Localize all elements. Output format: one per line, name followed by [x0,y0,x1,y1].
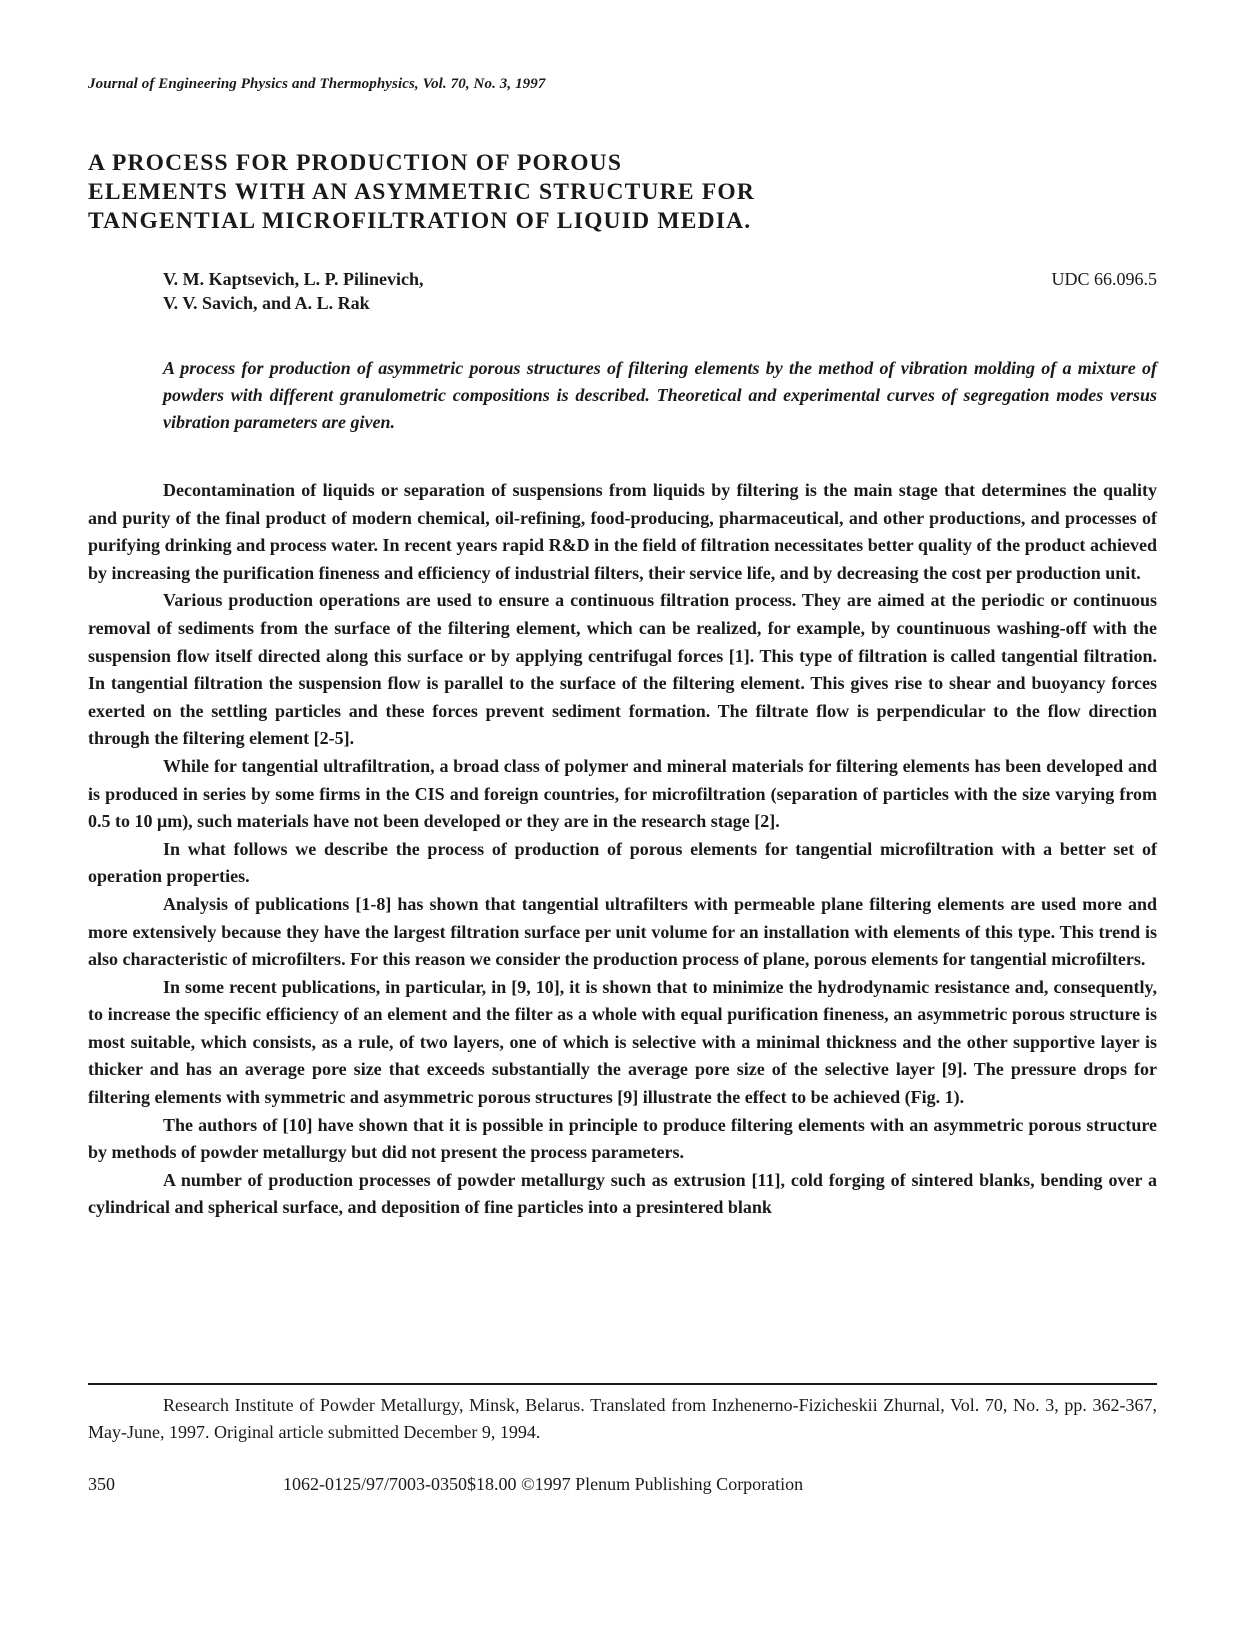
body-paragraph: Decontamination of liquids or separation of suspensions from liquids by filtering is the main stage that determines the quality and purity of the final product of modern chemical, oil-refining, food-producing, pharmaceutical, and other productions, and processes of purifying drinking and process water. In recent years rapid R&D in the field of filtration necessitates better quality of the product achieved by increasing the purification fineness and efficiency of industrial filters, their service life, and by decreasing the cost per production unit. [88,480,1157,583]
abstract: A process for production of asymmetric porous structures of filtering elements by the method of vibration molding of a mixture of powders with different granulometric compositions is described. Theoretical and experimental curves of segregation modes versus vibration parameters are given. [163,358,1157,432]
title-line: ELEMENTS WITH AN ASYMMETRIC STRUCTURE FOR [88,179,756,205]
footnote-text: Research Institute of Powder Metallurgy, Minsk, Belarus. Translated from Inzhenerno-Fizicheskii Zhurnal, Vol. 70, No. 3, pp. 362-367, May-June, 1997. Original article submitted December 9, 1994. [88,1395,1157,1442]
article-body [88,477,1157,1222]
body-paragraph: The authors of [10] have shown that it is possible in principle to produce filtering elements with an asymmetric porous structure by methods of powder metallurgy but did not present the process parameters. [88,1114,1157,1163]
body-paragraph: In what follows we describe the process of production of porous elements for tangential microfiltration with a better set of operation properties. [88,838,1157,887]
udc-code: UDC 66.096.5 [1051,269,1157,289]
copyright-line: 1062-0125/97/7003-0350$18.00 ©1997 Plenum Publishing Corporation [283,1474,804,1494]
author-line: V. M. Kaptsevich, L. P. Pilinevich, [163,269,424,289]
footnote-divider [88,1383,1157,1385]
article-title [88,149,888,236]
author-line: V. V. Savich, and A. L. Rak [163,293,370,313]
journal-header: Journal of Engineering Physics and Thermophysics, Vol. 70, No. 3, 1997 [88,76,546,92]
body-paragraph: Various production operations are used to ensure a continuous filtration process. They are aimed at the periodic or continuous removal of sediments from the surface of the filtering element, which can be realized, for example, by countinuous washing-off with the suspension flow itself directed along this surface or by applying centrifugal forces [1]. This type of filtration is called tangential filtration. In tangential filtration the suspension flow is parallel to the surface of the filtering element. This gives rise to shear and buoyancy forces exerted on the settling particles and these forces prevent sediment formation. The filtrate flow is perpendicular to the flow direction through the filtering element [2-5]. [88,590,1157,749]
title-line: TANGENTIAL MICROFILTRATION OF LIQUID MEDIA. [88,208,752,234]
author-list [163,267,424,315]
page-number: 350 [88,1474,115,1494]
body-paragraph: Analysis of publications [1-8] has shown that tangential ultrafilters with permeable plane filtering elements are used more and more extensively because they have the largest filtration surface per unit volume for an installation with elements of this type. This trend is also characteristic of microfilters. For this reason we consider the production process of plane, porous elements for tangential microfilters. [88,893,1157,970]
title-line: A PROCESS FOR PRODUCTION OF POROUS [88,150,623,176]
body-paragraph: While for tangential ultrafiltration, a broad class of polymer and mineral materials for filtering elements has been developed and is produced in series by some firms in the CIS and foreign countries, for microfiltration (separation of particles with the size varying from 0.5 to 10 μm), such materials have not been developed or they are in the research stage [2]. [88,755,1157,832]
body-paragraph: In some recent publications, in particular, in [9, 10], it is shown that to minimize the hydrodynamic resistance and, consequently, to increase the specific efficiency of an element and the filter as a whole with equal purification fineness, an asymmetric porous structure is most suitable, which consists, as a rule, of two layers, one of which is selective with a minimal thickness and the other supportive layer is thicker and has an average pore size that exceeds substantially the average pore size of the selective layer [9]. The pressure drops for filtering elements with symmetric and asymmetric porous structures [9] illustrate the effect to be achieved (Fig. 1). [88,976,1157,1108]
body-paragraph: A number of production processes of powder metallurgy such as extrusion [11], cold forging of sintered blanks, bending over a cylindrical and spherical surface, and deposition of fine particles into a presintered blank [88,1169,1157,1218]
affiliation-footnote [88,1392,1157,1446]
